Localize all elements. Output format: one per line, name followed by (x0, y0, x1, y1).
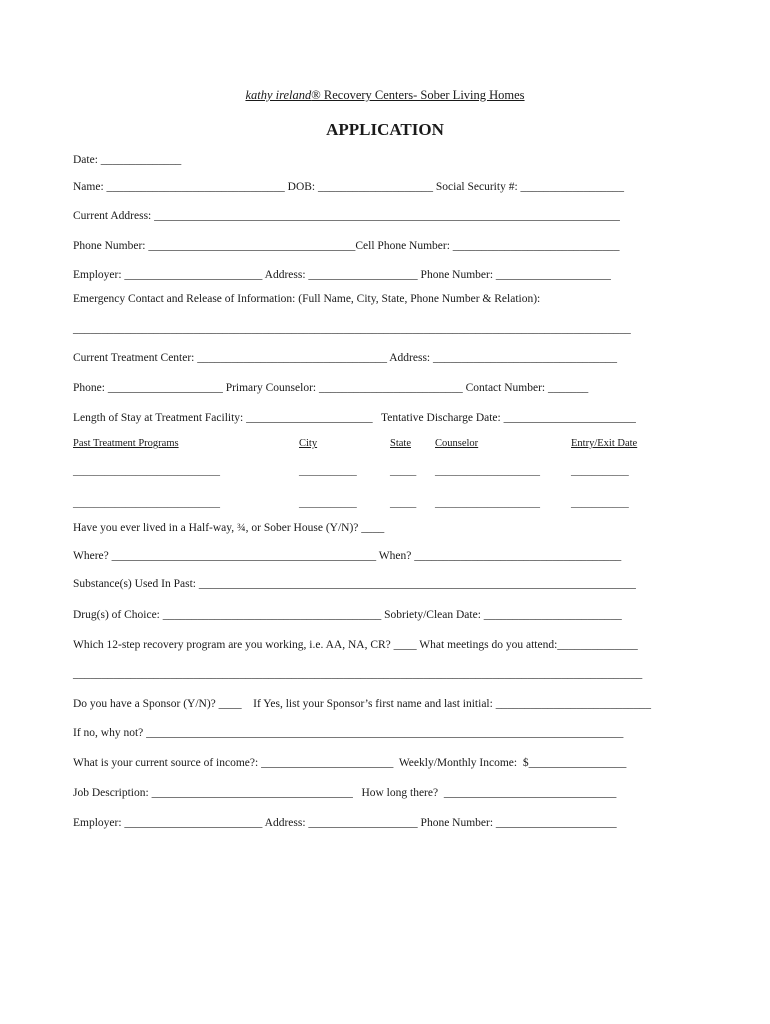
why-not-field[interactable]: If no, why not? ___________________________________________________________________________________ (73, 727, 624, 739)
form-title: APPLICATION (326, 120, 444, 139)
where-when-field[interactable]: Where? ______________________________________________ When? ____________________________________ (73, 550, 622, 562)
meetings-field[interactable]: ___________________________________________________________________________________________________ (73, 668, 643, 680)
phone-number-field[interactable]: Phone Number: ____________________________________Cell Phone Number: _____________________________ (73, 240, 620, 252)
current-address-field[interactable]: Current Address: _________________________________________________________________________________ (73, 210, 620, 222)
column-header-entry-exit: Entry/Exit Date (571, 438, 638, 449)
halfway-house-field[interactable]: Have you ever lived in a Half-way, ¾, or Sober House (Y/N)? ____ (73, 522, 385, 534)
form-header (0, 88, 770, 103)
table-cell[interactable]: _____ (390, 466, 417, 477)
income-field[interactable]: What is your current source of income?: _______________________ Weekly/Monthly Income: $_________________ (73, 757, 627, 769)
emergency-contact-label: Emergency Contact and Release of Information: (Full Name, City, State, Phone Number & Relation): (73, 293, 541, 305)
emergency-contact-field[interactable]: _________________________________________________________________________________________________ (73, 323, 631, 335)
drugs-of-choice-field[interactable]: Drug(s) of Choice: ______________________________________ Sobriety/Clean Date: ________________________ (73, 609, 622, 621)
column-header-programs: Past Treatment Programs (73, 438, 179, 449)
table-cell[interactable]: ____________________ (435, 498, 540, 509)
treatment-center-field[interactable]: Current Treatment Center: _________________________________ Address: ________________________________ (73, 352, 617, 364)
substances-field[interactable]: Substance(s) Used In Past: ____________________________________________________________________________ (73, 578, 636, 590)
header-title: ® Recovery Centers- Sober Living Homes (311, 88, 525, 102)
primary-counselor-field[interactable]: Phone: ____________________ Primary Counselor: _________________________ Contact Number: _______ (73, 382, 589, 394)
date-field[interactable]: Date: ______________ (73, 154, 182, 166)
table-cell[interactable]: ____________________ (435, 466, 540, 477)
name-dob-ssn-field[interactable]: Name: _______________________________ DOB: ____________________ Social Security #: __________________ (73, 181, 625, 193)
table-cell[interactable]: ____________________________ (73, 466, 220, 477)
column-header-counselor: Counselor (435, 438, 479, 449)
employer-field[interactable]: Employer: ________________________ Address: ___________________ Phone Number: ____________________ (73, 269, 611, 281)
table-cell[interactable]: _____ (390, 498, 417, 509)
twelve-step-field[interactable]: Which 12-step recovery program are you working, i.e. AA, NA, CR? ____ What meetings do you attend:______________ (73, 639, 638, 651)
sponsor-field[interactable]: Do you have a Sponsor (Y/N)? ____ If Yes, list your Sponsor’s first name and last initial: ___________________________ (73, 698, 651, 710)
table-cell[interactable]: ___________ (299, 466, 357, 477)
table-cell[interactable]: ___________ (571, 498, 629, 509)
employer-2-field[interactable]: Employer: ________________________ Address: ___________________ Phone Number: _____________________ (73, 817, 617, 829)
column-header-city: City (299, 438, 318, 449)
table-cell[interactable]: ___________ (299, 498, 357, 509)
length-of-stay-field[interactable]: Length of Stay at Treatment Facility: ______________________ Tentative Discharge Date: _______________________ (73, 412, 636, 424)
job-description-field[interactable]: Job Description: ___________________________________ How long there? ______________________________ (73, 787, 617, 799)
table-cell[interactable]: ____________________________ (73, 498, 220, 509)
table-cell[interactable]: ___________ (571, 466, 629, 477)
brand-name: kathy ireland (245, 88, 312, 102)
column-header-state: State (390, 438, 411, 449)
